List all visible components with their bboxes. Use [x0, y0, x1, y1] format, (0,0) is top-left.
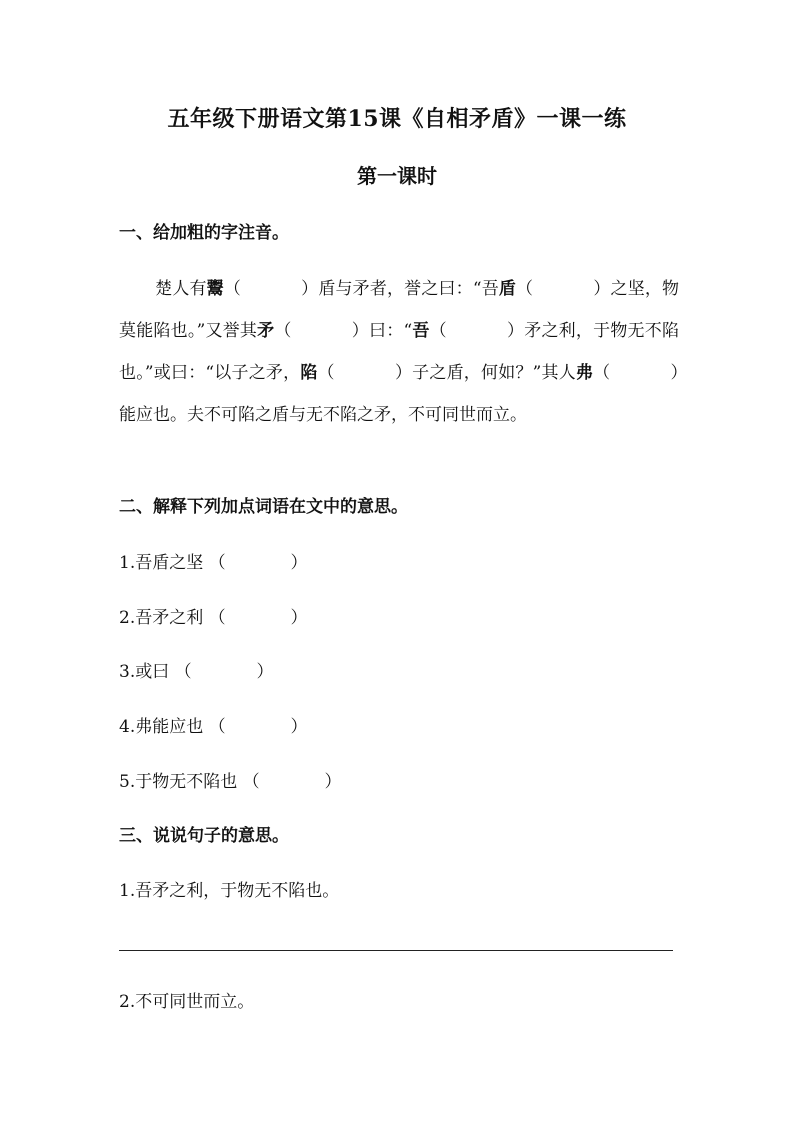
passage-text: ）矛之利，于物无不陷也。”或曰：“以子之矛，	[119, 321, 679, 383]
passage-text: ）盾与矛者，誉之曰：“吾	[301, 279, 499, 299]
page-title: 五年级下册语文第15课《自相矛盾》一课一练	[167, 106, 627, 132]
question-item[interactable]: 3.或曰 （ ）	[119, 662, 274, 682]
question-item[interactable]: 4.弗能应也 （ ）	[119, 717, 308, 737]
passage-text: ）曰：“	[351, 321, 413, 341]
question-item[interactable]: 2.吾矛之利 （ ）	[119, 608, 308, 628]
page-subtitle: 第一课时	[357, 164, 437, 188]
answer-line[interactable]	[119, 950, 673, 951]
sentence-item: 1.吾矛之利，于物无不陷也。	[119, 881, 340, 901]
bold-char: 鬻	[206, 279, 224, 299]
bold-char: 吾	[412, 321, 430, 341]
bold-char: 矛	[257, 321, 275, 341]
question-item[interactable]: 1.吾盾之坚 （ ）	[119, 553, 308, 573]
paren-open: （	[516, 279, 534, 299]
paren-open: （	[593, 363, 611, 383]
bold-char: 陷	[300, 363, 318, 383]
paren-open: （	[429, 321, 447, 341]
question-item[interactable]: 5.于物无不陷也 （ ）	[119, 772, 342, 792]
section-3-heading: 三、说说句子的意思。	[119, 826, 289, 846]
bold-char: 弗	[575, 363, 594, 383]
paren-open: （	[317, 363, 335, 383]
paren-open: （	[274, 321, 292, 341]
passage-text: ）能应也。夫不可陷之盾与无不陷之矛，不可同世而立。	[119, 363, 680, 425]
passage-text: ）之坚，物莫能陷也。”又誉其	[119, 279, 680, 341]
passage	[119, 268, 679, 436]
section-1-heading: 一、给加粗的字注音。	[119, 223, 289, 243]
passage-text: 楚人有	[155, 279, 207, 299]
paren-open: （	[223, 279, 242, 299]
passage-text: ）子之盾，何如？”其人	[394, 363, 576, 383]
sentence-item: 2.不可同世而立。	[119, 992, 255, 1012]
section-2-heading: 二、解释下列加点词语在文中的意思。	[119, 497, 408, 517]
bold-char: 盾	[498, 279, 517, 299]
